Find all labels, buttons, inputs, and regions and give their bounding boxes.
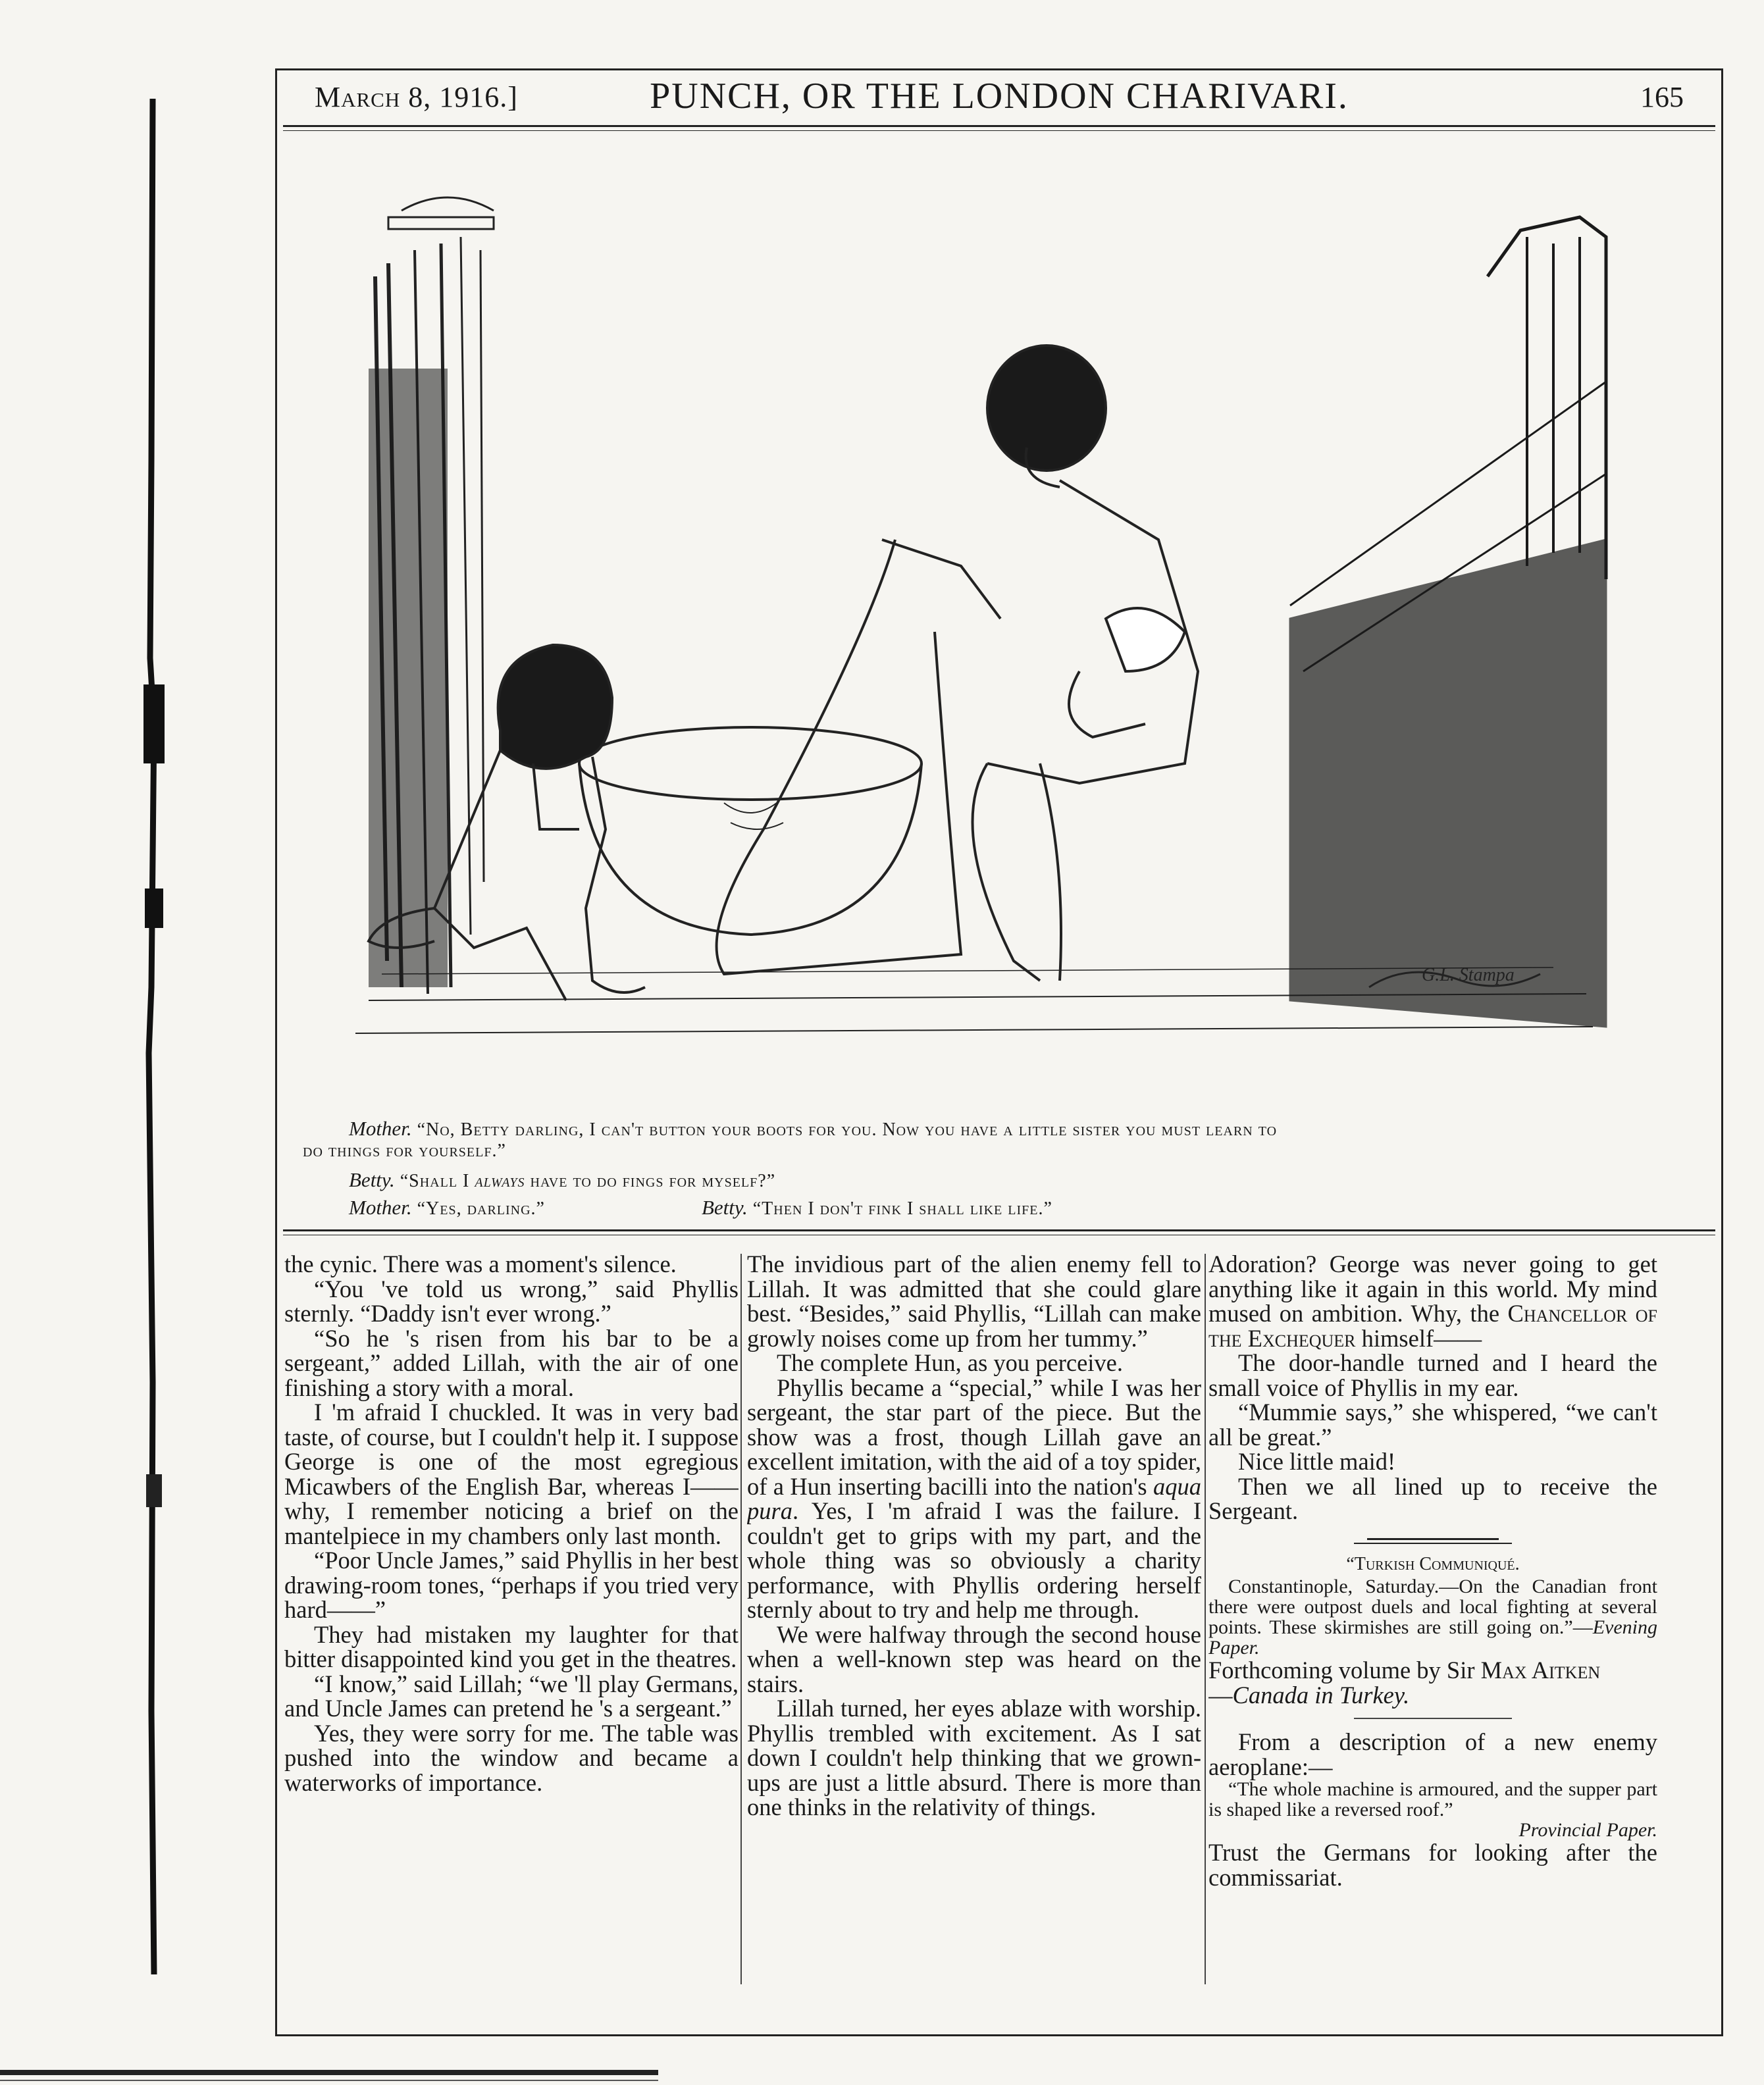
col2-paragraph: The invidious part of the alien enemy fell to Lillah. It was admitted that she could glare best. “Besides,” said Phyllis, “Lillah can make growly noises come up from her tummy.” bbox=[747, 1252, 1201, 1352]
col2-paragraph: Lillah turned, her eyes ablaze with worship. Phyllis trembled with excitement. As I sat down I couldn't help thinking that we grown-ups are just a little absurd. There is more than one thinks in the relativity of things. bbox=[747, 1695, 1201, 1820]
header-rule bbox=[283, 125, 1715, 127]
caption-line-4: Mother. “Yes, darling.” Betty. “Then I don't fink I shall like life.” bbox=[349, 1196, 1052, 1219]
item-comment: Forthcoming volume by Sir Max Aitken —Canada in Turkey. bbox=[1208, 1657, 1601, 1709]
caption-mother-text: “No, Betty darling, I can't button your boots for you. Now you have a little sister you must learn to bbox=[417, 1120, 1278, 1140]
item-divider bbox=[1354, 1718, 1512, 1719]
item-title: “Turkish Communiqué. bbox=[1346, 1553, 1520, 1574]
cartoon-illustration bbox=[303, 171, 1626, 1106]
scan-bottom-edge-thin bbox=[0, 2080, 658, 2081]
scan-bottom-edge bbox=[0, 2070, 658, 2075]
issue-date: March 8, 1916.] bbox=[315, 81, 518, 113]
running-header bbox=[275, 72, 1723, 132]
col1-paragraph: I 'm afraid I chuckled. It was in very bad taste, of course, but I couldn't help it. I suppose George is one of the most egregious Micawbers of the English Bar, whereas I—— why, I remember noticing a brief on the mantelpiece in my chambers only last month. bbox=[284, 1399, 739, 1549]
caption-line-2: do things for yourself.” bbox=[303, 1141, 506, 1161]
text-column-1 bbox=[284, 1252, 739, 1988]
item-intro: From a description of a new enemy aeroplane:— bbox=[1208, 1728, 1657, 1780]
col1-paragraph: They had mistaken my laughter for that bitter disappointed kind you get in the theatres. bbox=[284, 1620, 739, 1672]
caption-line-1 bbox=[303, 1118, 1692, 1141]
caption-rule bbox=[283, 1229, 1715, 1231]
caption-speaker-betty-2: Betty. bbox=[701, 1196, 748, 1219]
col3-paragraph: Nice little maid! bbox=[1238, 1448, 1396, 1475]
page-number: 165 bbox=[1640, 81, 1684, 113]
item-source: Provincial Paper. bbox=[1518, 1819, 1657, 1841]
text-column-2 bbox=[747, 1252, 1201, 1988]
column-rule-2 bbox=[1205, 1254, 1206, 1984]
item-comment: Trust the Germans for looking after the commissariat. bbox=[1208, 1839, 1657, 1891]
col2-paragraph: We were halfway through the second house when a well-known step was heard on the stairs. bbox=[747, 1620, 1201, 1697]
col1-paragraph: “I know,” said Lillah; “we 'll play Germans, and Uncle James can pretend he 's a sergeant.” bbox=[284, 1670, 739, 1722]
col2-paragraph: Phyllis became a “special,” while I was her sergeant, the star part of the piece. But the show was a frost, though Lillah gave an excellent imitation, with the aid of a toy spider, of a Hun inserting bacilli into the nation's aqua pura. Yes, I 'm afraid I was the failure. I couldn't get to grips with my part, and the whole thing was so obviously a charity performance, with Phyllis ordering herself sternly about to try and help me through. bbox=[747, 1374, 1201, 1623]
caption-speaker-mother: Mother. bbox=[349, 1117, 412, 1140]
caption-speaker-mother-2: Mother. bbox=[349, 1196, 412, 1219]
col1-paragraph: “So he 's risen from his bar to be a sergeant,” added Lillah, with the air of one finishing a story with a moral. bbox=[284, 1324, 739, 1401]
section-divider bbox=[1367, 1538, 1499, 1540]
scan-edge-streak bbox=[138, 0, 171, 2085]
caption-line-3: Betty. “Shall I always have to do fings for myself?” bbox=[349, 1168, 776, 1191]
column-rule-1 bbox=[740, 1254, 742, 1984]
col2-paragraph: The complete Hun, as you perceive. bbox=[777, 1349, 1124, 1376]
col1-paragraph: the cynic. There was a moment's silence. bbox=[284, 1252, 677, 1277]
item-quote: Constantinople, Saturday.—On the Canadian front there were outpost duels and local fighting at several points. These skirmishes are still going on.”—Evening Paper. bbox=[1208, 1576, 1657, 1659]
artist-signature: G.L. Stampa bbox=[1422, 965, 1515, 985]
text-column-3 bbox=[1208, 1252, 1657, 1988]
col3-paragraph: “Mummie says,” she whispered, “we can't all be great.” bbox=[1208, 1399, 1657, 1451]
item-quote: “The whole machine is armoured, and the supper part is shaped like a reversed roof.” bbox=[1208, 1778, 1657, 1820]
col1-paragraph: “Poor Uncle James,” said Phyllis in her best drawing-room tones, “perhaps if you tried very hard——” bbox=[284, 1547, 739, 1623]
col3-paragraph: Adoration? George was never going to get anything like it again in this world. My mind mused on ambition. Why, the Chancellor of the Exchequer himself—— bbox=[1208, 1252, 1657, 1352]
col1-paragraph: Yes, they were sorry for me. The table was pushed into the window and became a waterworks of importance. bbox=[284, 1719, 739, 1796]
caption-speaker-betty: Betty. bbox=[349, 1168, 395, 1191]
col1-paragraph: “You 've told us wrong,” said Phyllis sternly. “Daddy isn't ever wrong.” bbox=[284, 1275, 739, 1327]
col3-paragraph: Then we all lined up to receive the Sergeant. bbox=[1208, 1472, 1657, 1524]
col3-paragraph: The door-handle turned and I heard the small voice of Phyllis in my ear. bbox=[1208, 1349, 1657, 1401]
magazine-title: PUNCH, OR THE LONDON CHARIVARI. bbox=[650, 76, 1349, 116]
header-rule-thin bbox=[283, 130, 1715, 131]
section-divider-thin bbox=[1354, 1543, 1512, 1544]
